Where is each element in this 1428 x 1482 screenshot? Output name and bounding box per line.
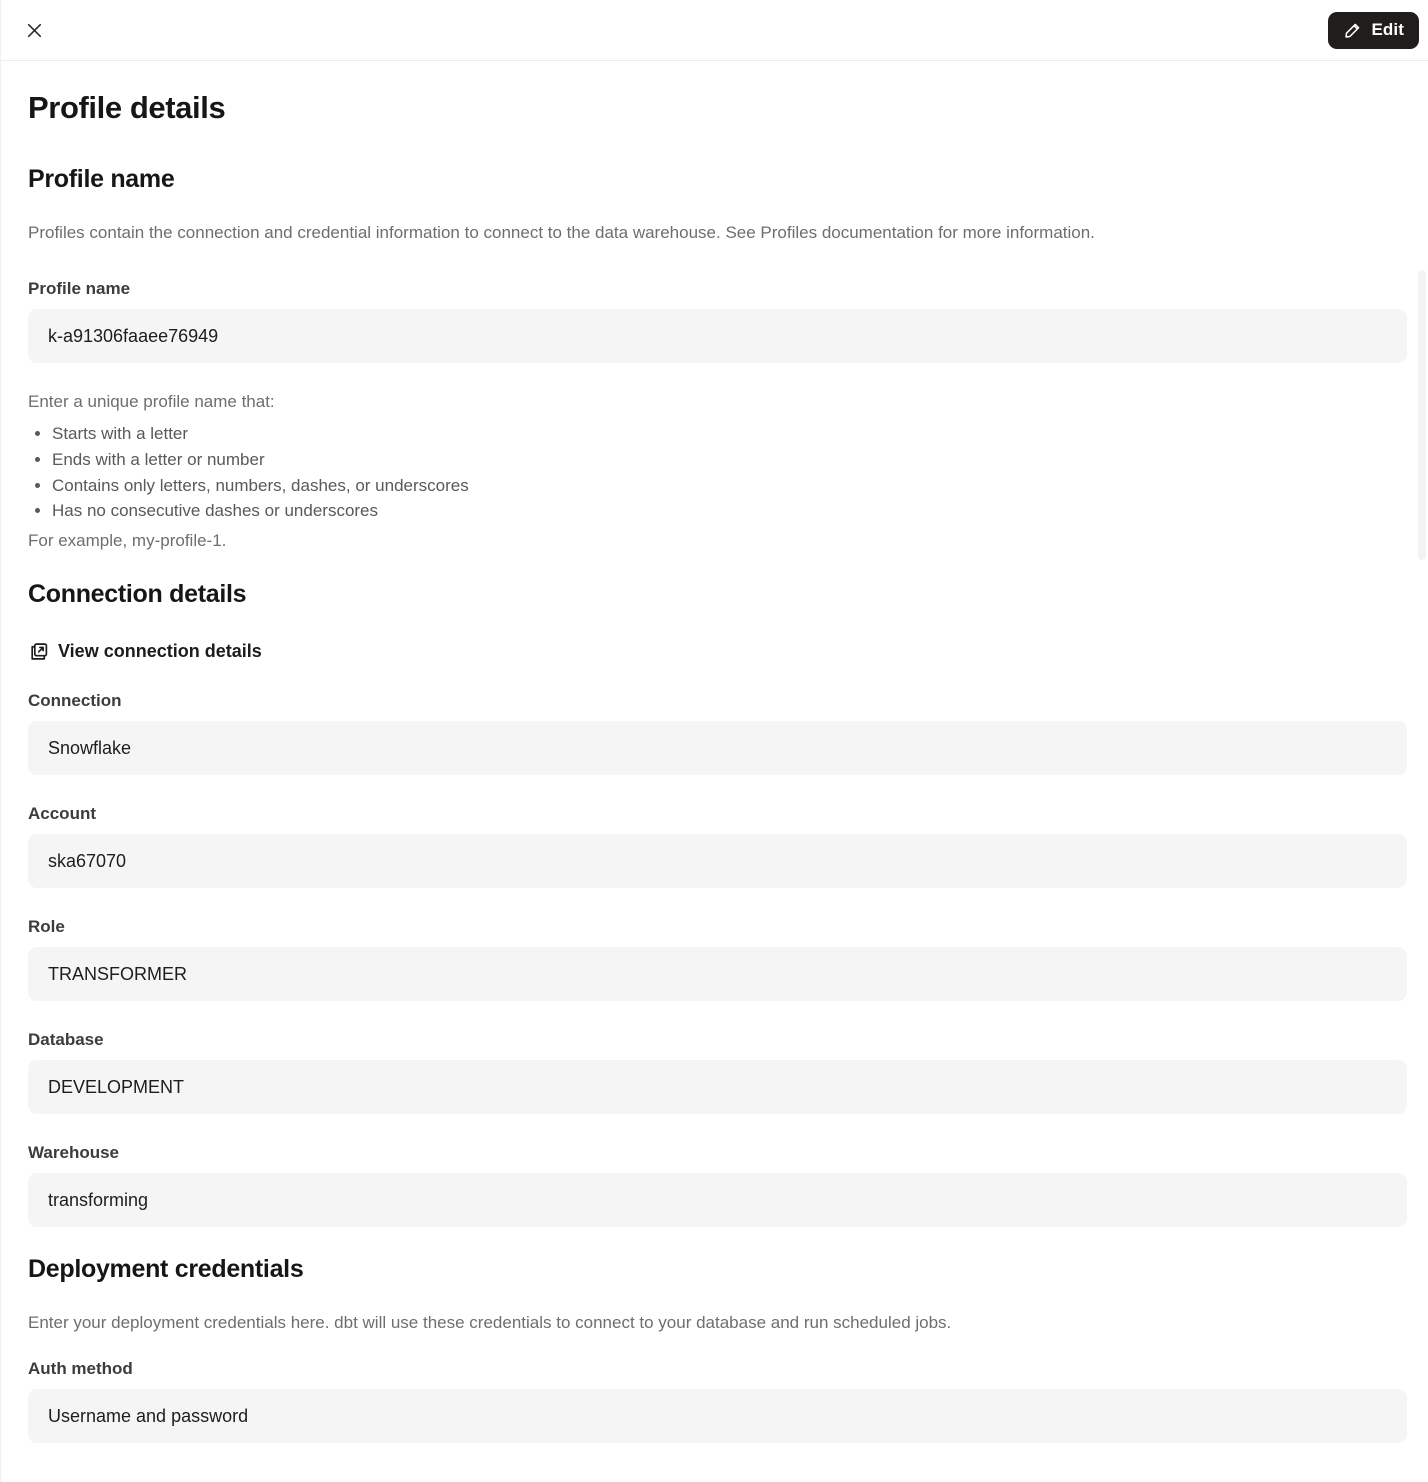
role-input[interactable]: TRANSFORMER [28, 947, 1407, 1001]
edit-button[interactable] [1328, 12, 1419, 49]
rule-item: • Ends with a letter or number [52, 447, 1407, 473]
database-field-label: Database [28, 1030, 104, 1050]
auth-method-select[interactable]: Username and password [28, 1389, 1407, 1443]
connection-field-label: Connection [28, 691, 122, 711]
profile-name-heading: Profile name [28, 165, 175, 193]
profile-name-input[interactable]: k-a91306faaee76949 [28, 309, 1407, 363]
profile-name-section [28, 163, 1407, 552]
rule-item: • Contains only letters, numbers, dashes, or underscores [52, 473, 1407, 499]
profile-name-field-label: Profile name [28, 279, 131, 298]
close-icon [24, 20, 45, 41]
connection-details-heading: Connection details [28, 580, 247, 609]
view-connection-details-label: View connection details [58, 641, 262, 662]
scrollbar-thumb[interactable] [1418, 270, 1426, 560]
connection-details-section [28, 578, 1407, 1227]
top-bar [0, 0, 1428, 61]
connection-input[interactable]: Snowflake [28, 721, 1407, 775]
profile-name-description: Profiles contain the connection and credential information to connect to the data warehouse. See Profiles documentation for more information. [28, 223, 1095, 242]
deployment-credentials-heading: Deployment credentials [28, 1255, 304, 1284]
deployment-credentials-section [28, 1253, 1407, 1443]
role-field-label: Role [28, 917, 65, 937]
view-connection-details-link[interactable] [28, 641, 262, 662]
database-input[interactable]: DEVELOPMENT [28, 1060, 1407, 1114]
profile-details-panel [0, 61, 1428, 1443]
external-link-icon [28, 641, 49, 662]
profile-name-rules-list [28, 421, 1407, 524]
pencil-icon [1343, 21, 1362, 40]
profile-name-helper-intro: Enter a unique profile name that: [28, 392, 275, 411]
account-input[interactable]: ska67070 [28, 834, 1407, 888]
close-button[interactable] [15, 11, 53, 49]
deployment-credentials-description: Enter your deployment credentials here. dbt will use these credentials to connect to your database and run scheduled jobs. [28, 1313, 952, 1333]
edit-button-label: Edit [1371, 20, 1404, 39]
warehouse-field-label: Warehouse [28, 1143, 120, 1163]
rule-item: • Has no consecutive dashes or underscores [52, 498, 1407, 524]
rule-item: • Starts with a letter [52, 421, 1407, 447]
auth-method-field-label: Auth method [28, 1359, 133, 1379]
warehouse-input[interactable]: transforming [28, 1173, 1407, 1227]
profile-name-example: For example, my-profile-1. [28, 531, 227, 551]
page-title: Profile details [28, 90, 226, 125]
account-field-label: Account [28, 804, 96, 824]
